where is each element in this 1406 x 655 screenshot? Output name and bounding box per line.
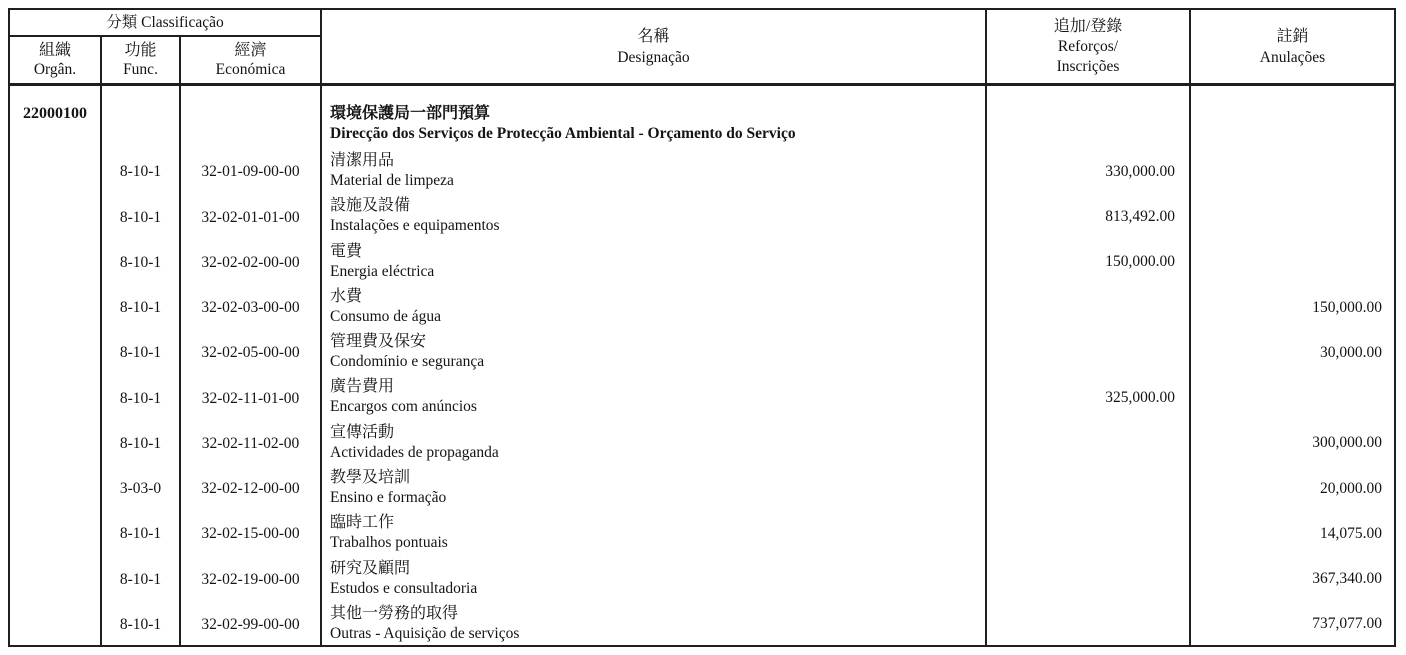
designation-cell — [322, 283, 987, 328]
reforcos-amount: 813,492.00 — [1105, 208, 1175, 225]
designation-pt: Condomínio e segurança — [330, 353, 485, 371]
table-row — [10, 238, 1394, 283]
reforcos-amount-cell — [987, 86, 1191, 147]
econ-code: 32-02-02-00-00 — [201, 253, 300, 271]
table-body — [10, 86, 1394, 645]
table-row — [10, 555, 1394, 600]
org-code-cell — [10, 464, 102, 509]
header-anulacoes — [1191, 10, 1394, 83]
anulacoes-amount-cell — [1191, 419, 1394, 464]
org-code-cell — [10, 283, 102, 328]
designation-cell — [322, 238, 987, 283]
table-row — [10, 192, 1394, 237]
reforcos-amount-cell — [987, 328, 1191, 373]
designation-pt: Actividades de propaganda — [330, 443, 499, 461]
header-designation — [322, 10, 987, 83]
reforcos-amount-cell — [987, 464, 1191, 509]
func-code: 8-10-1 — [119, 389, 162, 407]
designation-cell — [322, 328, 987, 373]
func-code-cell — [102, 600, 181, 645]
table-row — [10, 86, 1394, 147]
designation-cell — [322, 373, 987, 418]
header-reforcos — [987, 10, 1191, 83]
table-row — [10, 283, 1394, 328]
header-econ-pt: Económica — [215, 61, 286, 78]
anulacoes-amount: 737,077.00 — [1312, 615, 1382, 633]
econ-code: 32-02-11-01-00 — [201, 389, 300, 407]
header-econ — [181, 37, 322, 83]
func-code-cell — [102, 419, 181, 464]
anulacoes-amount: 367,340.00 — [1312, 570, 1382, 588]
org-code-cell — [10, 555, 102, 600]
table-row — [10, 600, 1394, 645]
header-organ — [10, 37, 102, 83]
designation-zh: 其他一勞務的取得 — [330, 604, 459, 622]
table-row — [10, 464, 1394, 509]
header-designation-zh: 名稱 — [637, 27, 670, 45]
func-code-cell — [102, 464, 181, 509]
reforcos-amount: 330,000.00 — [1105, 162, 1175, 180]
econ-code-cell — [181, 192, 322, 237]
table-header — [10, 10, 1394, 86]
designation-zh: 管理費及保安 — [330, 333, 427, 351]
header-anulacoes-pt: Anulações — [1259, 48, 1326, 66]
econ-code-cell — [181, 86, 322, 147]
func-code-cell — [102, 147, 181, 192]
designation-zh: 宣傳活動 — [330, 423, 395, 441]
designation-zh: 清潔用品 — [330, 152, 395, 170]
econ-code-cell — [181, 509, 322, 554]
func-code: 8-10-1 — [119, 615, 162, 633]
anulacoes-amount-cell — [1191, 283, 1394, 328]
designation-cell — [322, 509, 987, 554]
table-row — [10, 509, 1394, 554]
designation-cell — [322, 147, 987, 192]
func-code: 8-10-1 — [119, 163, 162, 181]
reforcos-amount-cell — [987, 147, 1191, 192]
econ-code: 32-02-19-00-00 — [201, 570, 300, 588]
anulacoes-amount-cell — [1191, 509, 1394, 554]
func-code: 8-10-1 — [119, 525, 162, 543]
header-reforcos-pt2: Inscrições — [1056, 57, 1120, 75]
func-code-cell — [102, 509, 181, 554]
designation-pt: Instalações e equipamentos — [330, 217, 500, 235]
econ-code: 32-02-15-00-00 — [201, 525, 300, 543]
anulacoes-amount: 150,000.00 — [1312, 298, 1382, 316]
designation-pt: Direcção dos Serviços de Protecção Ambiental - Orçamento do Serviço — [330, 125, 796, 142]
designation-zh: 廣告費用 — [330, 378, 395, 396]
func-code: 8-10-1 — [119, 344, 162, 362]
econ-code-cell — [181, 283, 322, 328]
reforcos-amount-cell — [987, 238, 1191, 283]
func-code: 3-03-0 — [119, 480, 162, 498]
table-row — [10, 419, 1394, 464]
designation-zh: 水費 — [330, 287, 363, 305]
econ-code-cell — [181, 555, 322, 600]
designation-pt: Trabalhos pontuais — [330, 534, 448, 552]
designation-zh: 研究及顧問 — [330, 559, 411, 577]
header-anulacoes-zh: 註銷 — [1276, 27, 1309, 45]
reforcos-amount-cell — [987, 509, 1191, 554]
anulacoes-amount-cell — [1191, 373, 1394, 418]
econ-code-cell — [181, 419, 322, 464]
org-code-cell — [10, 419, 102, 464]
reforcos-amount-cell — [987, 600, 1191, 645]
reforcos-amount-cell — [987, 192, 1191, 237]
header-func-zh: 功能 — [124, 42, 157, 59]
designation-pt: Consumo de água — [330, 307, 442, 325]
econ-code: 32-02-05-00-00 — [201, 344, 300, 362]
reforcos-amount: 325,000.00 — [1105, 389, 1175, 407]
designation-zh: 環境保護局一部門預算 — [330, 105, 491, 122]
anulacoes-amount: 14,075.00 — [1320, 524, 1382, 542]
header-classification — [10, 10, 322, 37]
econ-code: 32-02-12-00-00 — [201, 480, 300, 498]
designation-pt: Encargos com anúncios — [330, 398, 477, 416]
designation-zh: 電費 — [330, 242, 363, 260]
designation-zh: 臨時工作 — [330, 514, 395, 532]
designation-cell — [322, 600, 987, 645]
econ-code-cell — [181, 373, 322, 418]
econ-code: 32-02-01-01-00 — [201, 208, 300, 226]
econ-code-cell — [181, 464, 322, 509]
org-code: 22000100 — [23, 105, 87, 122]
header-econ-zh: 經濟 — [234, 42, 267, 59]
anulacoes-amount: 300,000.00 — [1312, 434, 1382, 452]
func-code-cell — [102, 373, 181, 418]
anulacoes-amount-cell — [1191, 192, 1394, 237]
org-code-cell — [10, 328, 102, 373]
econ-code-cell — [181, 600, 322, 645]
header-organ-zh: 組織 — [38, 42, 71, 59]
org-code-cell — [10, 600, 102, 645]
table-row — [10, 373, 1394, 418]
budget-table — [8, 8, 1396, 647]
designation-pt: Estudos e consultadoria — [330, 579, 478, 597]
table-row — [10, 147, 1394, 192]
func-code-cell — [102, 555, 181, 600]
designation-cell — [322, 419, 987, 464]
func-code: 8-10-1 — [119, 570, 162, 588]
anulacoes-amount-cell — [1191, 600, 1394, 645]
header-designation-pt: Designação — [617, 48, 690, 66]
anulacoes-amount-cell — [1191, 147, 1394, 192]
func-code: 8-10-1 — [119, 434, 162, 452]
anulacoes-amount-cell — [1191, 86, 1394, 147]
econ-code-cell — [181, 328, 322, 373]
designation-cell — [322, 86, 987, 147]
reforcos-amount: 150,000.00 — [1105, 253, 1175, 271]
econ-code: 32-01-09-00-00 — [201, 163, 300, 181]
designation-cell — [322, 464, 987, 509]
func-code: 8-10-1 — [119, 208, 162, 226]
org-code-cell — [10, 509, 102, 554]
header-func — [102, 37, 181, 83]
header-func-pt: Func. — [123, 61, 158, 78]
reforcos-amount-cell — [987, 555, 1191, 600]
func-code-cell — [102, 86, 181, 147]
anulacoes-amount-cell — [1191, 464, 1394, 509]
reforcos-amount-cell — [987, 419, 1191, 464]
anulacoes-amount: 30,000.00 — [1320, 343, 1382, 361]
table-row — [10, 328, 1394, 373]
anulacoes-amount: 20,000.00 — [1320, 479, 1382, 497]
org-code-cell — [10, 147, 102, 192]
reforcos-amount-cell — [987, 283, 1191, 328]
anulacoes-amount-cell — [1191, 328, 1394, 373]
designation-pt: Material de limpeza — [330, 172, 454, 190]
anulacoes-amount-cell — [1191, 238, 1394, 283]
header-reforcos-zh: 追加/登錄 — [1053, 17, 1123, 35]
func-code: 8-10-1 — [119, 253, 162, 271]
econ-code: 32-02-03-00-00 — [201, 299, 300, 317]
func-code-cell — [102, 192, 181, 237]
designation-zh: 教學及培訓 — [330, 468, 411, 486]
designation-zh: 設施及設備 — [330, 197, 411, 215]
econ-code-cell — [181, 147, 322, 192]
header-reforcos-pt1: Reforços/ — [1057, 37, 1119, 55]
econ-code: 32-02-99-00-00 — [201, 615, 300, 633]
designation-pt: Energia eléctrica — [330, 262, 435, 280]
econ-code-cell — [181, 238, 322, 283]
org-code-cell — [10, 192, 102, 237]
designation-cell — [322, 192, 987, 237]
header-organ-pt: Orgân. — [33, 61, 77, 78]
func-code-cell — [102, 328, 181, 373]
org-code-cell — [10, 373, 102, 418]
reforcos-amount-cell — [987, 373, 1191, 418]
designation-pt: Outras - Aquisição de serviços — [330, 624, 520, 642]
anulacoes-amount-cell — [1191, 555, 1394, 600]
header-classification-label: 分類 Classificação — [106, 14, 224, 31]
func-code-cell — [102, 238, 181, 283]
designation-cell — [322, 555, 987, 600]
designation-pt: Ensino e formação — [330, 488, 447, 506]
org-code-cell — [10, 86, 102, 147]
func-code: 8-10-1 — [119, 299, 162, 317]
org-code-cell — [10, 238, 102, 283]
func-code-cell — [102, 283, 181, 328]
econ-code: 32-02-11-02-00 — [201, 434, 300, 452]
